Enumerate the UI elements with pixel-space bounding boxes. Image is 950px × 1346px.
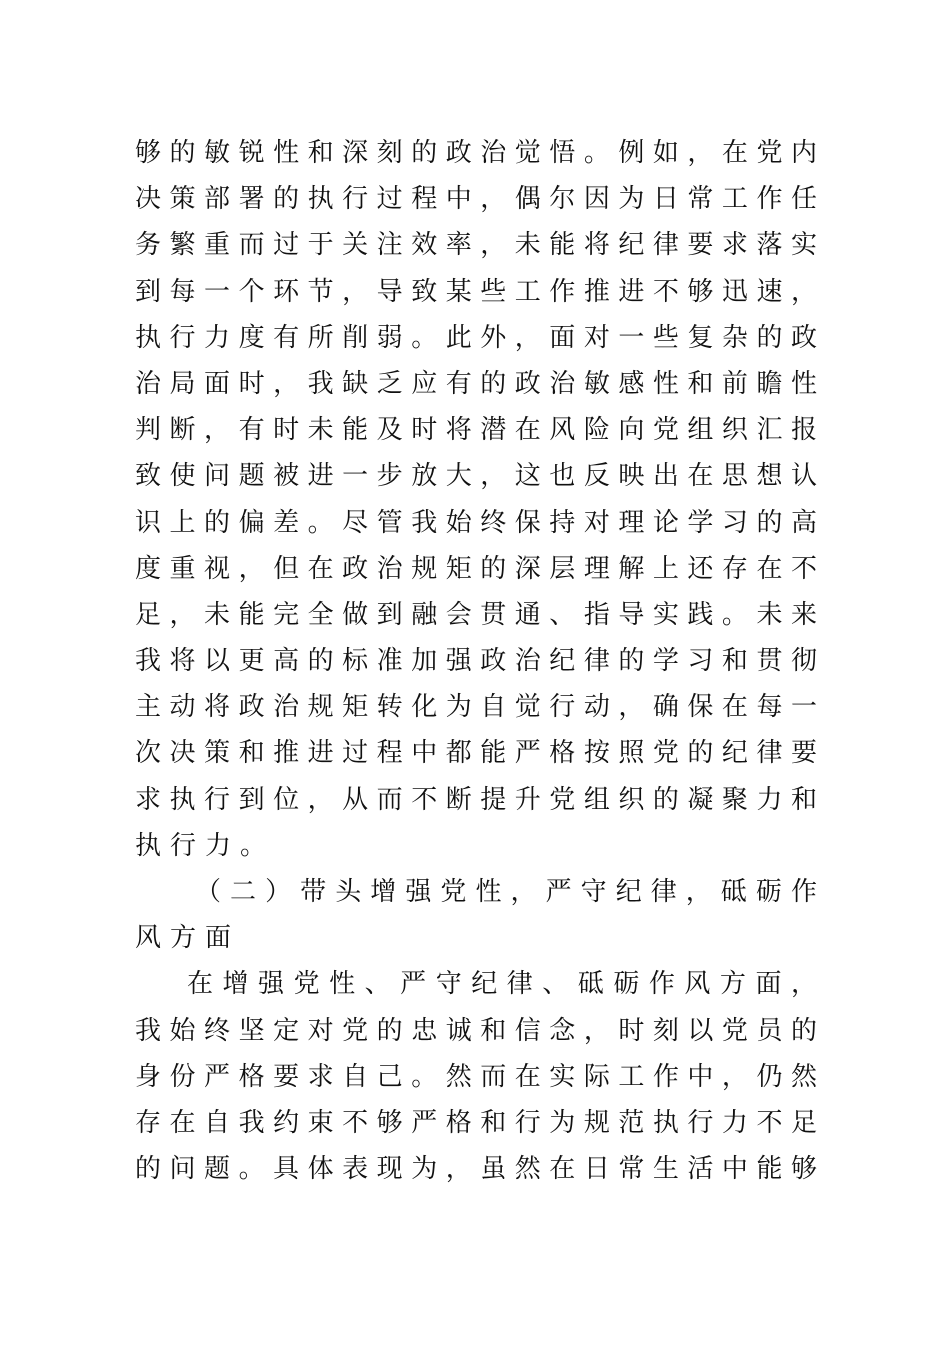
text-line: 度重视，但在政治规矩的深层理解上还存在不 xyxy=(135,553,817,584)
paragraph-end-line: 执行力。 xyxy=(135,830,276,861)
text-line: 务繁重而过于关注效率，未能将纪律要求落实 xyxy=(135,230,817,261)
text-line: 识上的偏差。尽管我始终保持对理论学习的高 xyxy=(135,507,817,538)
text-line: 的问题。具体表现为，虽然在日常生活中能够 xyxy=(135,1154,817,1185)
body-text xyxy=(135,130,817,1192)
text-line: 我将以更高的标准加强政治纪律的学习和贯彻 xyxy=(135,646,817,677)
text-line: 次决策和推进过程中都能严格按照党的纪律要 xyxy=(135,738,817,769)
section-heading-line: （二）带头增强党性，严守纪律，砥砺作 xyxy=(195,877,817,907)
text-line: 执行力度有所削弱。此外，面对一些复杂的政 xyxy=(135,322,817,353)
text-line: 够的敏锐性和深刻的政治觉悟。例如，在党内 xyxy=(135,138,817,168)
text-line: 致使问题被进一步放大，这也反映出在思想认 xyxy=(135,461,817,492)
text-line: 身份严格要求自己。然而在实际工作中，仍然 xyxy=(135,1061,817,1092)
section-heading-end-line: 风方面 xyxy=(135,923,241,954)
text-line: 我始终坚定对党的忠诚和信念，时刻以党员的 xyxy=(135,1015,817,1046)
text-line: 治局面时，我缺乏应有的政治敏感性和前瞻性 xyxy=(135,368,817,399)
text-line: 主动将政治规矩转化为自觉行动，确保在每一 xyxy=(135,692,817,723)
text-line: 存在自我约束不够严格和行为规范执行力不足 xyxy=(135,1107,817,1138)
paragraph-first-line: 在增强党性、严守纪律、砥砺作风方面， xyxy=(187,969,817,1000)
text-line: 判断，有时未能及时将潜在风险向党组织汇报 xyxy=(135,415,817,446)
text-line: 决策部署的执行过程中，偶尔因为日常工作任 xyxy=(135,184,817,215)
text-line: 求执行到位，从而不断提升党组织的凝聚力和 xyxy=(135,784,817,815)
text-line: 到每一个环节，导致某些工作推进不够迅速， xyxy=(135,276,817,307)
text-line: 足，未能完全做到融会贯通、指导实践。未来 xyxy=(135,599,817,630)
